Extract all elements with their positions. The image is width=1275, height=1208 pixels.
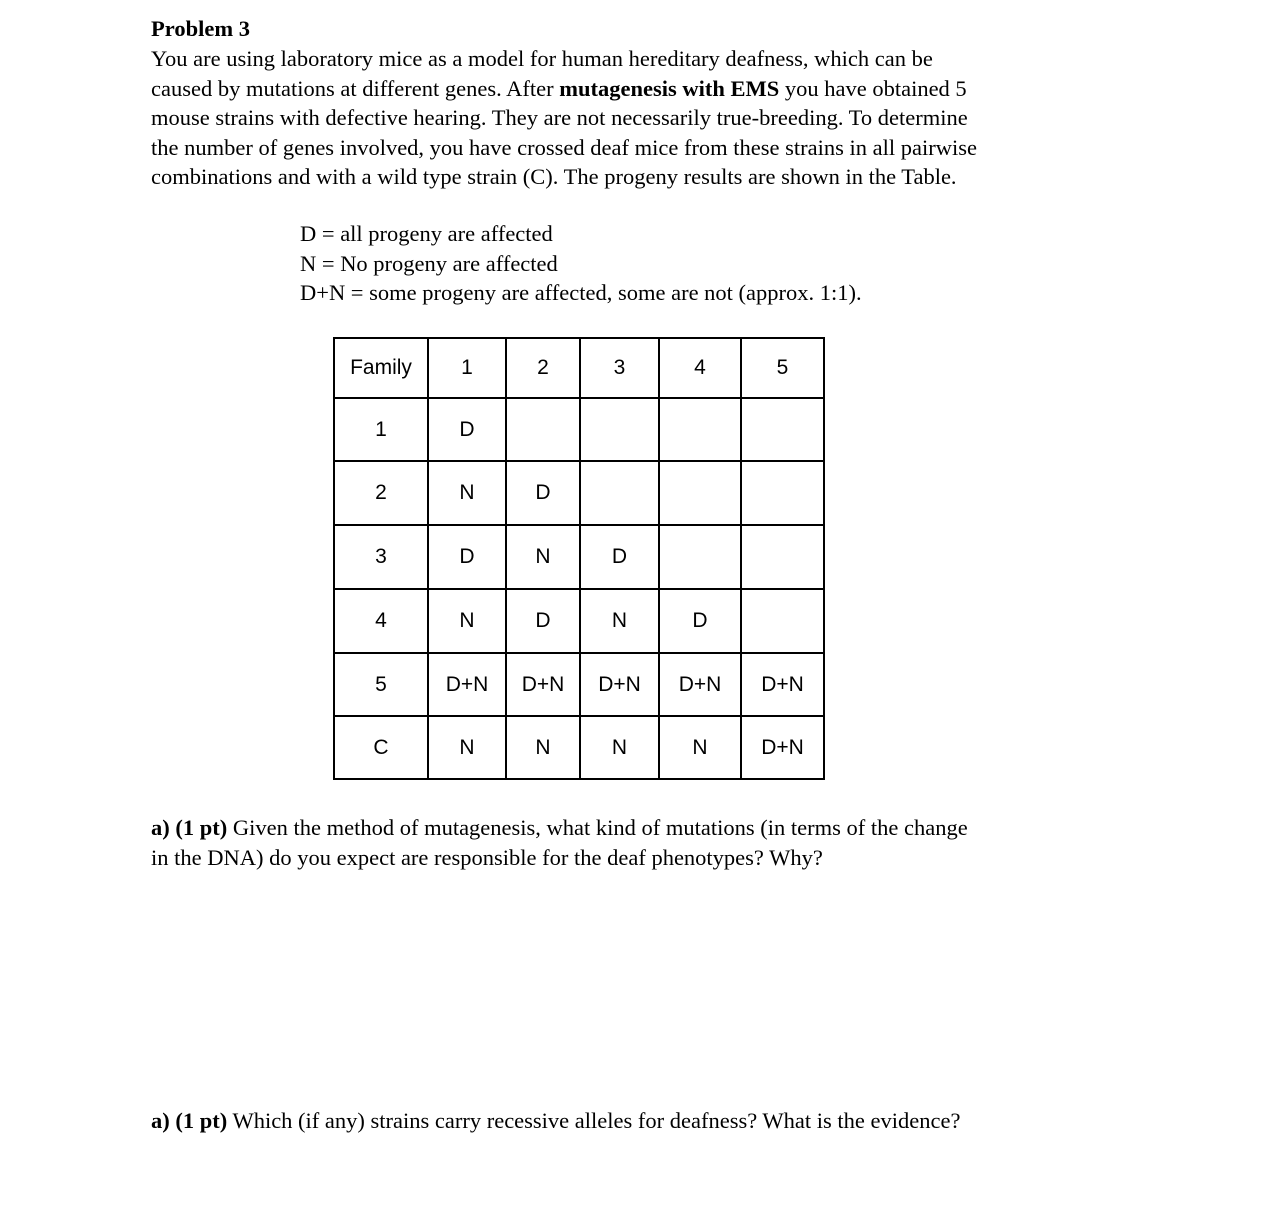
question-text: Given the method of mutagenesis, what kind of mutations (in terms of the change [227,815,968,840]
table-row [334,461,824,525]
table-cell: N [506,525,580,589]
table-cell [659,398,741,461]
row-label-cell: C [334,716,428,779]
table-cell: D [580,525,659,589]
legend-item: N = No progeny are affected [300,250,558,276]
table-cell: D+N [506,653,580,716]
table-cell [741,398,824,461]
table-header-cell: 4 [659,338,741,398]
table-cell: N [659,716,741,779]
intro-bold: mutagenesis with EMS [559,75,780,101]
intro-text: caused by mutations at different genes. After [151,75,560,101]
row-label-cell: 3 [334,525,428,589]
table-cell: D [506,461,580,525]
row-label-cell: 5 [334,653,428,716]
question-label: a) (1 pt) [151,815,228,840]
table-cell [580,461,659,525]
table-cell: D+N [428,653,506,716]
table-cell [741,525,824,589]
table-header-cell: 3 [580,338,659,398]
intro-line: You are using laboratory mice as a model for human hereditary deafness, which can be [151,46,933,71]
problem-title: Problem 3 [151,16,250,41]
row-label-cell: 4 [334,589,428,653]
table-cell: N [580,589,659,653]
table-header-cell: Family [334,338,428,398]
table-cell: N [428,589,506,653]
question-label: a) (1 pt) [151,1108,228,1133]
intro-text: you have obtained 5 [779,75,967,101]
intro-line: mouse strains with defective hearing. They are not necessarily true-breeding. To determine [151,105,968,131]
table-cell [741,461,824,525]
table-cell: D [428,525,506,589]
table-cell: N [580,716,659,779]
question-text: Which (if any) strains carry recessive alleles for deafness? What is the evidence? [227,1108,961,1133]
table-cell [741,589,824,653]
table-cell: D [659,589,741,653]
table-cell: D [428,398,506,461]
table-header-cell: 1 [428,338,506,398]
table-cell: N [506,716,580,779]
table-cell [659,461,741,525]
table-cell: D+N [741,716,824,779]
intro-line: combinations and with a wild type strain (C). The progeny results are shown in the Table. [151,164,957,190]
legend [300,219,862,308]
table-cell: D+N [659,653,741,716]
intro-line [151,74,977,104]
legend-item: D+N = some progeny are affected, some are not (approx. 1:1). [300,280,862,306]
table-cell: D+N [580,653,659,716]
table-row [334,398,824,461]
table-row [334,525,824,589]
table-row [334,653,824,716]
question-line [151,1106,960,1136]
table-cell: D+N [741,653,824,716]
table-cell: N [428,716,506,779]
table-cell [506,398,580,461]
question-line [151,813,968,843]
row-label-cell: 2 [334,461,428,525]
table-row [334,589,824,653]
table-cell: N [428,461,506,525]
table-row [334,716,824,779]
question-line: in the DNA) do you expect are responsible for the deaf phenotypes? Why? [151,844,823,870]
problem-intro [151,44,977,192]
table-header-cell: 2 [506,338,580,398]
intro-line: the number of genes involved, you have crossed deaf mice from these strains in all pairwise [151,134,977,160]
legend-item: D = all progeny are affected [300,221,553,246]
table-cell [580,398,659,461]
table-header-cell: 5 [741,338,824,398]
table-cell [659,525,741,589]
question-a1 [151,813,968,872]
table-cell: D [506,589,580,653]
row-label-cell: 1 [334,398,428,461]
table-header-row [334,338,824,398]
cross-results-table [333,337,825,780]
question-a2 [151,1106,960,1136]
